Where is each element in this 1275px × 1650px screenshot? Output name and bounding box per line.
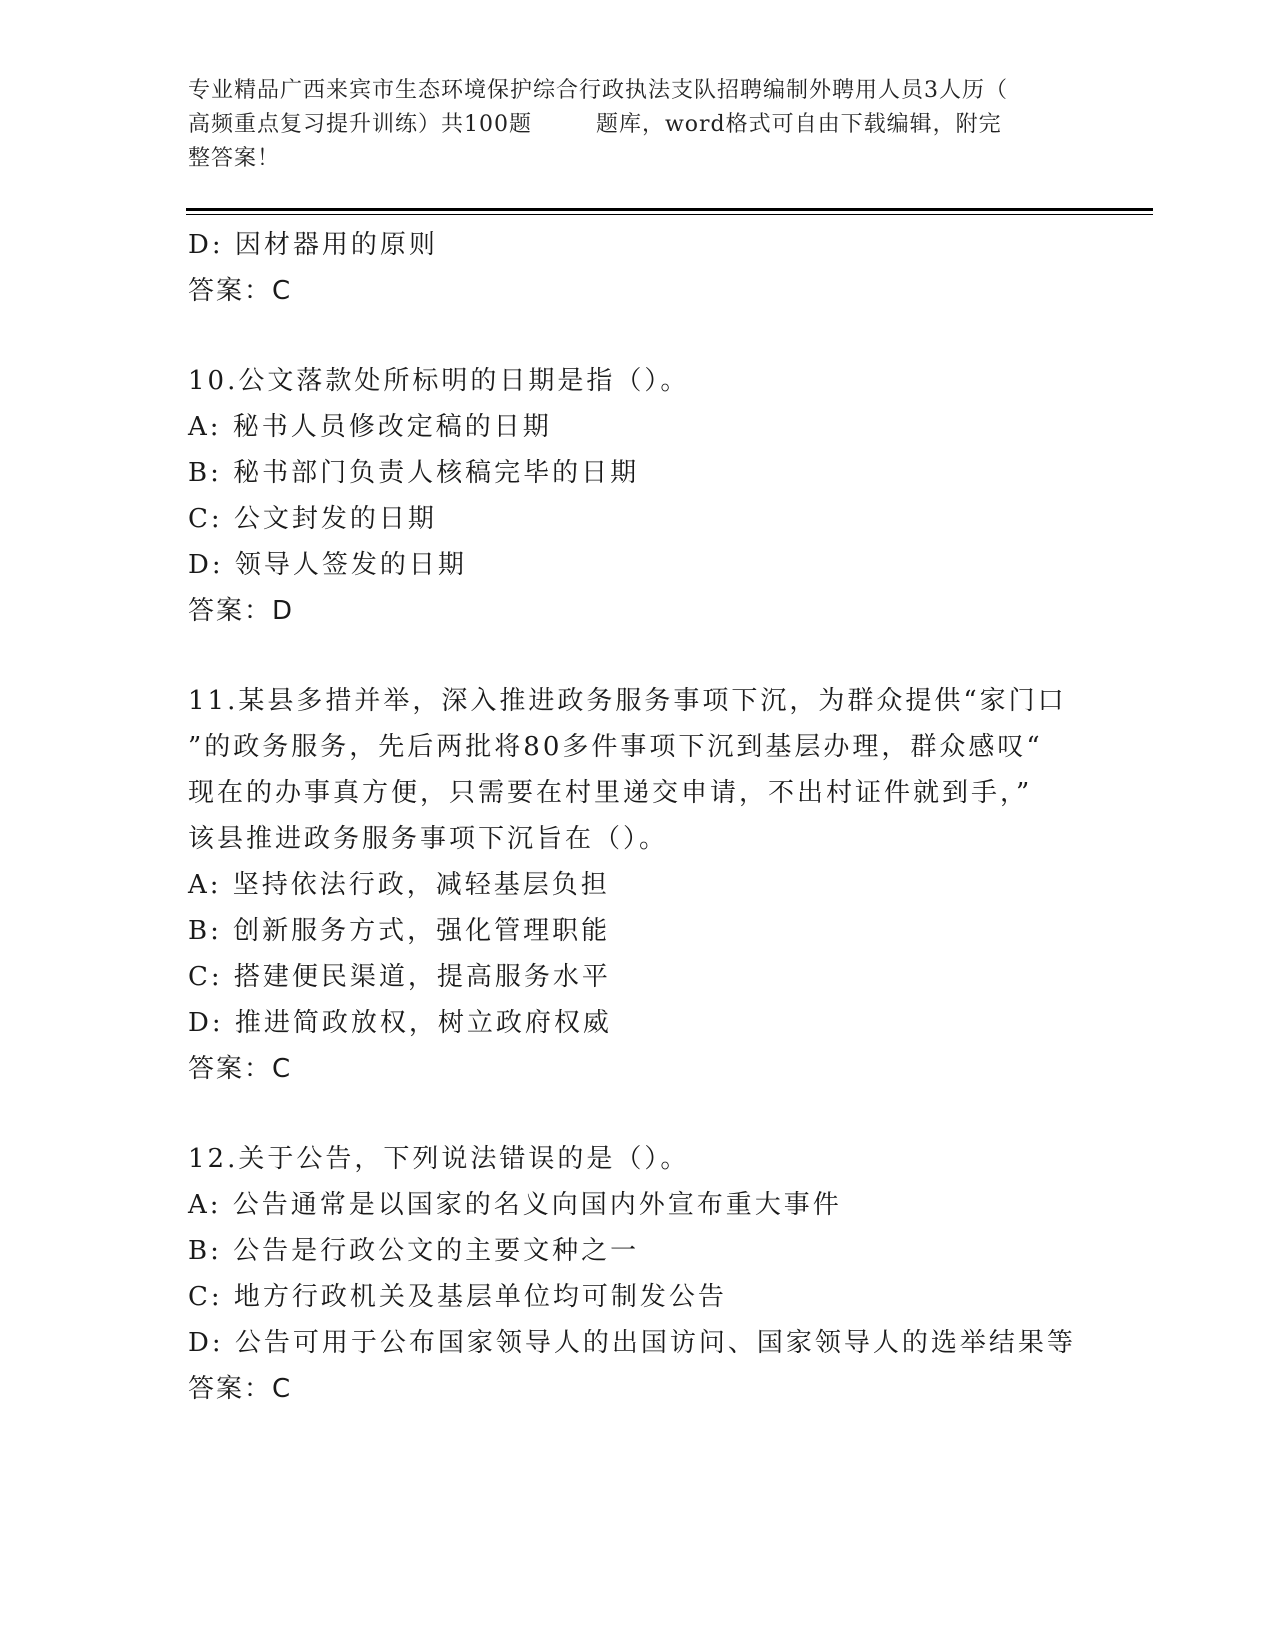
answer: 答案：C xyxy=(188,1374,293,1404)
question-text-line-2: ”的政务服务，先后两批将80多件事项下沉到基层办理，群众感叹“ xyxy=(188,732,1043,762)
question-text-line-3: 现在的办事真方便，只需要在村里递交申请，不出村证件就到手，” xyxy=(188,778,1033,808)
answer: 答案：D xyxy=(188,596,295,626)
option-d: D: 推进简政放权，树立政府权威 xyxy=(188,1008,612,1038)
option-d: D: 领导人签发的日期 xyxy=(188,550,467,580)
option-a: A: 公告通常是以国家的名义向国内外宣布重大事件 xyxy=(188,1190,842,1220)
prev-question-answer: 答案：C xyxy=(188,276,293,306)
option-c: C: 搭建便民渠道，提高服务水平 xyxy=(188,962,611,992)
document-body xyxy=(188,222,1148,1412)
header-divider-thin xyxy=(186,214,1153,215)
option-b: B: 秘书部门负责人核稿完毕的日期 xyxy=(188,458,640,488)
header-line-1: 专业精品广西来宾市生态环境保护综合行政执法支队招聘编制外聘用人员3人历（ xyxy=(188,78,1008,103)
question-text-line-4: 该县推进政务服务事项下沉旨在（）。 xyxy=(188,824,669,854)
question-text-line-1: 11.某县多措并举，深入推进政务服务事项下沉，为群众提供“家门口 xyxy=(188,686,1067,716)
answer: 答案：C xyxy=(188,1054,293,1084)
question-10 xyxy=(188,358,1148,634)
option-a: A: 坚持依法行政，减轻基层负担 xyxy=(188,870,610,900)
question-11 xyxy=(188,678,1148,1092)
header-divider-thick xyxy=(186,208,1153,211)
question-text: 10.公文落款处所标明的日期是指（）。 xyxy=(188,366,690,396)
option-d: D: 公告可用于公布国家领导人的出国访问、国家领导人的选举结果等 xyxy=(188,1328,1076,1358)
question-text: 12.关于公告，下列说法错误的是（）。 xyxy=(188,1144,690,1174)
option-b: B: 公告是行政公文的主要文种之一 xyxy=(188,1236,640,1266)
prev-question-option-d: D: 因材器用的原则 xyxy=(188,230,438,260)
document-header xyxy=(188,74,1088,176)
option-c: C: 公文封发的日期 xyxy=(188,504,437,534)
option-c: C: 地方行政机关及基层单位均可制发公告 xyxy=(188,1282,727,1312)
header-line-3: 整答案！ xyxy=(188,146,281,171)
option-a: A: 秘书人员修改定稿的日期 xyxy=(188,412,552,442)
header-line-2: 高频重点复习提升训练）共100题 题库，word格式可自由下载编辑，附完 xyxy=(188,112,1002,137)
option-b: B: 创新服务方式，强化管理职能 xyxy=(188,916,611,946)
question-12 xyxy=(188,1136,1148,1412)
